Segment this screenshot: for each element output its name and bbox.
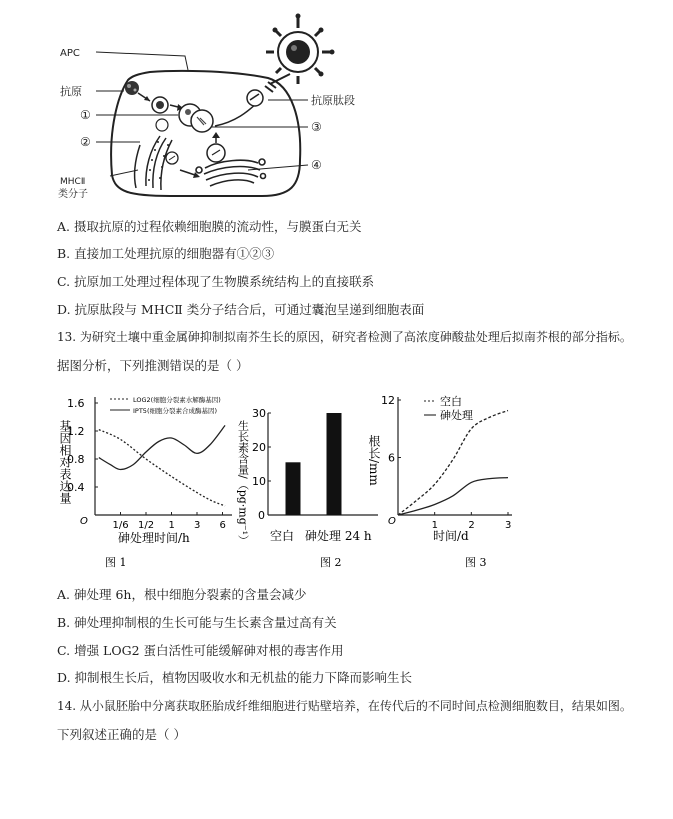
fig3-xtick-label: 3	[505, 520, 512, 531]
q13-stem-line2: 据图分析，下列推测错误的是（ ）	[57, 358, 249, 373]
fig3-ytick-label: 12	[381, 394, 395, 407]
fig2-xtick-label: 砷处理 24 h	[305, 529, 372, 543]
fig2-bar-control	[286, 462, 301, 515]
q13-option-b[interactable]	[57, 613, 337, 631]
endoplasmic-reticulum	[135, 136, 172, 190]
option-text: 抗原加工处理过程体现了生物膜系统结构上的直接联系	[74, 274, 375, 289]
q14-stem-line2: 下列叙述正确的是（ ）	[57, 727, 186, 742]
fig3-title: 图 3	[465, 556, 487, 569]
endosome-2	[191, 110, 213, 132]
option-text: 摄取抗原的过程依赖细胞膜的流动性，与膜蛋白无关	[74, 219, 362, 234]
fig2-ytick-label: 0	[258, 509, 265, 522]
fig3-ylabel: 根长/mm	[367, 435, 381, 486]
fig2-title: 图 2	[320, 556, 342, 569]
q14-stem-line1: 14. 从小鼠胚胎中分离获取胚胎成纤维细胞进行贴壁培养，在传代后的不同时间点检测细胞数目，结果如图。	[57, 699, 632, 713]
fig3-origin: O	[388, 516, 396, 527]
fig1-xtick-label: 1	[168, 520, 175, 531]
option-letter: B.	[57, 246, 71, 261]
q12-option-b[interactable]	[57, 244, 274, 262]
fig1-xtick-label: 1/2	[138, 520, 155, 531]
label-4: ④	[311, 158, 322, 172]
fig2-bar-arsenic	[327, 413, 342, 515]
fig3-series-control	[398, 411, 508, 515]
label-peptide: 抗原肽段	[311, 94, 355, 107]
q12-option-a[interactable]	[57, 217, 362, 235]
fig1-series-log2	[99, 430, 225, 506]
fig2-ytick-label: 20	[252, 441, 266, 454]
label-3: ③	[311, 120, 322, 134]
option-letter: C.	[57, 274, 71, 289]
label-2: ②	[80, 135, 91, 149]
option-letter: D.	[57, 670, 71, 685]
peptide-vesicle	[247, 90, 263, 106]
option-letter: B.	[57, 615, 71, 630]
fig1-ytick-label: 0.8	[67, 453, 85, 466]
fig3-xtick-label: 2	[468, 520, 475, 531]
option-text: 砷处理抑制根的生长可能与生长素含量过高有关	[74, 615, 337, 630]
label-antigen: 抗原	[60, 85, 82, 98]
fig1-origin: O	[80, 516, 88, 527]
q13-figures	[0, 385, 673, 575]
fig2-ytick-label: 30	[252, 407, 266, 420]
option-text: 增强 LOG2 蛋白活性可能缓解砷对根的毒害作用	[74, 643, 344, 658]
antigen-particle	[125, 81, 139, 95]
label-mhc-2: 类分子	[58, 189, 88, 200]
q12-option-c[interactable]	[57, 272, 374, 290]
option-text: 砷处理 6h，根中细胞分裂素的含量会减少	[74, 587, 307, 602]
fig1-legend-label: IPT5(细胞分裂素合成酶基因)	[133, 407, 218, 415]
label-1: ①	[80, 108, 91, 122]
apc-diagram	[0, 0, 673, 210]
apc-cell-membrane	[111, 71, 300, 196]
q13-stem-line1: 13. 为研究土壤中重金属砷抑制拟南芥生长的原因，研究者检测了高浓度砷酸盐处理后拟南芥根的部分指标。	[57, 330, 632, 344]
option-text: 抗原肽段与 MHCⅡ 类分子结合后，可通过囊泡呈递到细胞表面	[74, 302, 425, 317]
fig1-title: 图 1	[105, 556, 127, 569]
figure-3	[367, 394, 512, 569]
q13-option-a[interactable]	[57, 585, 306, 603]
endocytic-vesicle	[152, 97, 168, 113]
q13-option-d[interactable]	[57, 668, 412, 686]
lysosome-bubble	[156, 119, 168, 131]
option-letter: A.	[57, 587, 71, 602]
fig1-ytick-label: 1.2	[67, 425, 85, 438]
fig2-ytick-label: 10	[252, 475, 266, 488]
er-ribosomes	[148, 141, 169, 181]
fig3-legend-label: 空白	[440, 395, 462, 408]
golgi-apparatus	[196, 159, 266, 186]
fig1-ylabel: 基因相对表达量	[58, 420, 72, 504]
fig3-series-arsenic	[398, 478, 508, 515]
fig1-ytick-label: 1.6	[67, 397, 85, 410]
fig3-xlabel: 时间/d	[433, 529, 469, 543]
fig3-legend-label: 砷处理	[440, 409, 473, 422]
label-apc: APC	[60, 48, 80, 59]
t-cell	[266, 14, 335, 85]
option-letter: C.	[57, 643, 71, 658]
fig1-legend-label: LOG2(细胞分裂素水解酶基因)	[133, 396, 221, 404]
fig1-ytick-label: 0.4	[67, 481, 85, 494]
fig3-xtick-label: 1	[431, 520, 439, 531]
option-text: 抑制根生长后，植物因吸收水和无机盐的能力下降而影响生长	[74, 670, 413, 685]
golgi-vesicle	[207, 144, 225, 162]
fig1-series-ipt5	[99, 425, 225, 469]
mhc-vesicle	[166, 152, 178, 164]
fig1-xtick-label: 6	[219, 520, 226, 531]
fig2-ylabel: 生长素含量/（pg·mg⁻¹）	[236, 420, 250, 546]
fig3-ytick-label: 6	[388, 451, 395, 465]
fig1-xtick-label: 3	[194, 520, 201, 531]
figure-2	[237, 407, 379, 569]
q13-option-c[interactable]	[57, 641, 344, 659]
option-text: 直接加工处理抗原的细胞器有①②③	[74, 246, 275, 261]
label-mhc-1: MHCⅡ	[60, 177, 86, 187]
fig1-xlabel: 砷处理时间/h	[118, 531, 190, 545]
option-letter: A.	[57, 219, 71, 234]
fig2-xtick-label: 空白	[270, 529, 295, 543]
fig1-xtick-label: 1/6	[112, 520, 129, 531]
option-letter: D.	[57, 302, 71, 317]
q12-option-d[interactable]	[57, 300, 424, 318]
figure-1	[58, 395, 232, 569]
